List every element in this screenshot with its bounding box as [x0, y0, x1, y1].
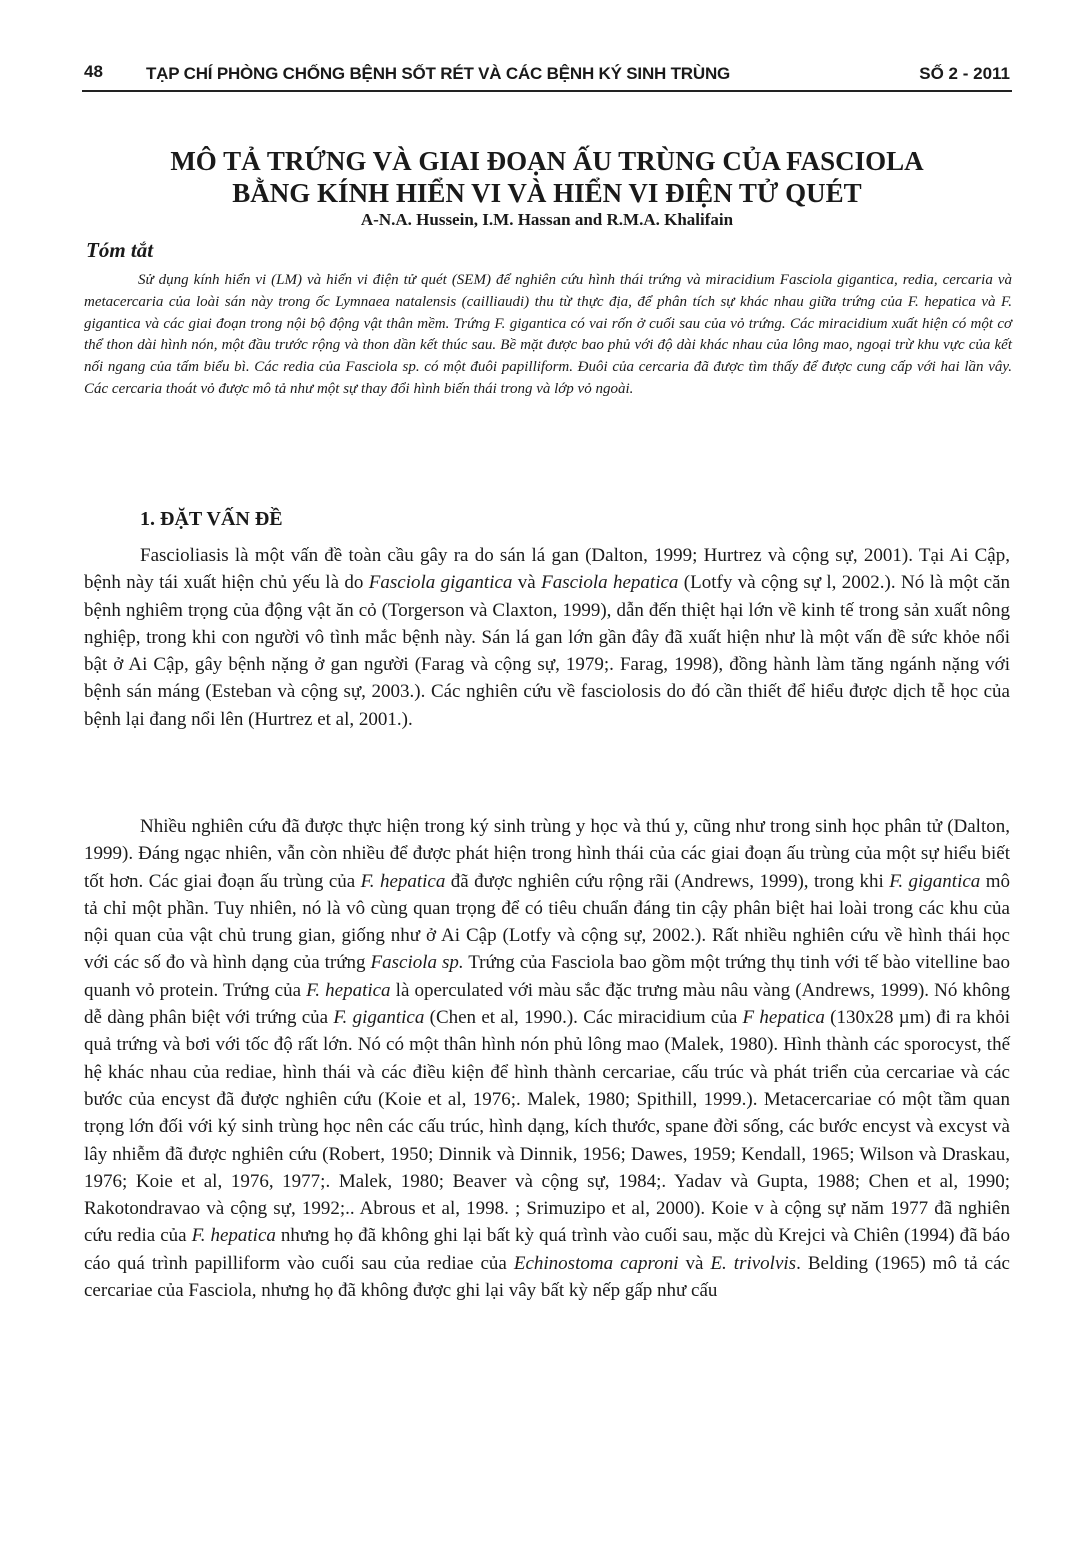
- text-run: (Chen et al, 1990.). Các miracidium của: [424, 1007, 743, 1029]
- species-name: Echinostoma caproni: [513, 1252, 679, 1274]
- section-heading: 1. ĐẶT VẤN ĐỀ: [140, 508, 283, 530]
- text-run: là operculated với màu sắc đặc trưng màu nâu vàng (Andrews, 1999). Nó không dễ dàng phân biệt với trứng của: [84, 979, 1010, 1029]
- text-run: mô tả chỉ một phần. Tuy nhiên, nó là vô cùng quan trọng để có tiêu chuẩn đáng tin cậy phân biệt hai loài trong các khu của nội quan của vật chủ trung gian, giống như ở Ai Cập (Lotfy và cộng sự, 2002.). Rất nhiều nghiên cứu về hình thái học với các số đo và hình dạng của trứng: [84, 870, 1010, 974]
- species-name: F. gigantica: [333, 1007, 425, 1029]
- species-name: F. gigantica: [889, 870, 981, 892]
- page-number: 48: [84, 62, 103, 81]
- species-name: Fasciola gigantica: [368, 572, 513, 594]
- title-line-2: BẰNG KÍNH HIỂN VI VÀ HIỂN VI ĐIỆN TỬ QUÉT: [232, 178, 862, 208]
- text-run: và: [512, 572, 542, 594]
- text-run: (130x28 µm) đi ra khỏi quả trứng và bơi với tốc độ rất lớn. Nó có một thân hình nón phủ lông mao (Malek, 1980). Hình thành các sporocyst, thế hệ khác nhau của rediae, hình thái và các điều kiện để hình thành cercariae, cấu trúc và phát triển của cercariae và các bước của encyst đã được nghiên cứu (Koie et al, 1976;. Malek, 1980; Spithill, 1999.). Metacercariae có một tầm quan trọng lớn đối với ký sinh trùng học nên các cấu trúc, hình dạng, kích thước, spane đời sống, các bước encyst và excyst và lây nhiễm đã được nghiên cứu (Robert, 1950; Dinnik và Dinnik, 1956; Dawes, 1959; Kendall, 1965; Wilson và Draskau, 1976; Koie et al, 1976, 1977;. Malek, 1980; Beaver và cộng sự, 1984;. Yadav và Gupta, 1988; Chen et al, 1990; Rakotondravao và cộng sự, 1992;.. Abrous et al, 1998. ; Srimuzipo et al, 2000). Koie v à cộng sự năm 1977 đã nghiên cứu redia của: [84, 1007, 1010, 1247]
- abstract-heading: Tóm tắt: [86, 238, 154, 262]
- species-name: F. hepatica: [191, 1225, 276, 1247]
- abstract-text: Sử dụng kính hiển vi (LM) và hiển vi điện tử quét (SEM) để nghiên cứu hình thái trứng và miracidium Fasciola gigantica, redia, cercaria và metacercaria của loài sán này trong ốc Lymnaea natalensis (cailliaudi) thu từ thực địa, để phân tích sự khác nhau giữa trứng của F. hepatica và F. gigantica và các giai đoạn trong nội bộ động vật thân mềm. Trứng F. gigantica có vai rốn ở cuối sau của vỏ trứng. Các miracidium xuất hiện có một cơ thể thon dài hình nón, một đầu trước rộng và thon dần kết thúc sau. Bề mặt được bao phủ với độ dài khác nhau của lông mao, ngoại trừ khu vực của kết nối ngang của tấm biểu bì. Các redia của Fasciola sp. có một đuôi papilliform. Đuôi của cercaria đã được tìm thấy để được cung cấp với hai lần vây. Các cercaria thoát vỏ được mô tả như một sự thay đổi hình biến thái trong và lớp vỏ ngoài.: [84, 272, 1012, 397]
- species-name: F hepatica: [742, 1007, 825, 1029]
- article-title: [82, 145, 1012, 209]
- issue-number: SỐ 2 - 2011: [919, 64, 1010, 83]
- species-name: F. hepatica: [306, 979, 391, 1001]
- species-name: Fasciola sp.: [370, 952, 464, 974]
- text-run: đã được nghiên cứu rộng rãi (Andrews, 1999), trong khi: [445, 870, 890, 892]
- journal-name: TẠP CHÍ PHÒNG CHỐNG BỆNH SỐT RÉT VÀ CÁC BỆNH KÝ SINH TRÙNG: [146, 64, 731, 83]
- text-run: (Lotfy và cộng sự l, 2002.). Nó là một căn bệnh nghiêm trọng của động vật ăn cỏ (Torgerson và Claxton, 1999), dẫn đến thiệt hại lớn về kinh tế trong sản xuất nông nghiệp, trong khi con người vô tình mắc bệnh này. Sán lá gan lớn gần đây đã xuất hiện như là một vấn đề sức khỏe nổi bật ở Ai Cập, gây bệnh nặng ở gan người (Farag và cộng sự, 1979;. Farag, 1998), đồng hành làm tăng ngánh nặng với bệnh sán máng (Esteban và cộng sự, 2003.). Các nghiên cứu về fasciolosis do đó cần thiết để hiểu được dịch tễ học của bệnh lại đang nổi lên (Hurtrez et al, 2001.).: [84, 572, 1011, 730]
- species-name: Fasciola hepatica: [541, 572, 679, 594]
- text-run: nhưng họ đã không ghi lại bất kỳ quá trình vào cuối sau, mặc dù Krejci và Chiên (1994) đã báo cáo quá trình papilliform vào cuối sau của rediae của: [84, 1225, 1010, 1274]
- text-run: Nhiều nghiên cứu đã được thực hiện trong ký sinh trùng y học và thú y, cũng như trong sinh học phân tử (Dalton, 1999). Đáng ngạc nhiên, vẫn còn nhiều để được phát hiện trong hình thái của các giai đoạn ấu trùng của một sự hiểu biết tốt hơn. Các giai đoạn ấu trùng của: [84, 816, 1010, 892]
- text-run: và: [678, 1252, 711, 1274]
- running-header: [82, 60, 1012, 92]
- title-line-1: MÔ TẢ TRỨNG VÀ GIAI ĐOẠN ẤU TRÙNG CỦA FASCIOLA: [170, 146, 924, 176]
- text-run: Fascioliasis là một vấn đề toàn cầu gây ra do sán lá gan (Dalton, 1999; Hurtrez và cộng sự, 2001). Tại Ai Cập, bệnh này tái xuất hiện chủ yếu là do: [84, 545, 1010, 594]
- species-name: F. hepatica: [360, 870, 446, 892]
- species-name: E. trivolvis: [710, 1252, 797, 1274]
- paragraph-2: [84, 813, 1010, 1304]
- paragraph-1: [84, 542, 1010, 733]
- text-run: . Belding (1965) mô tả các cercariae của Fasciola, nhưng họ đã không được ghi lại vây bất kỳ nếp gấp như cấu: [84, 1252, 1010, 1302]
- text-run: Trứng của Fasciola bao gồm một trứng thụ tinh với tế bào vitelline bao quanh vỏ protein. Trứng của: [84, 952, 1011, 1001]
- authors: A-N.A. Hussein, I.M. Hassan and R.M.A. Khalifain: [360, 210, 734, 229]
